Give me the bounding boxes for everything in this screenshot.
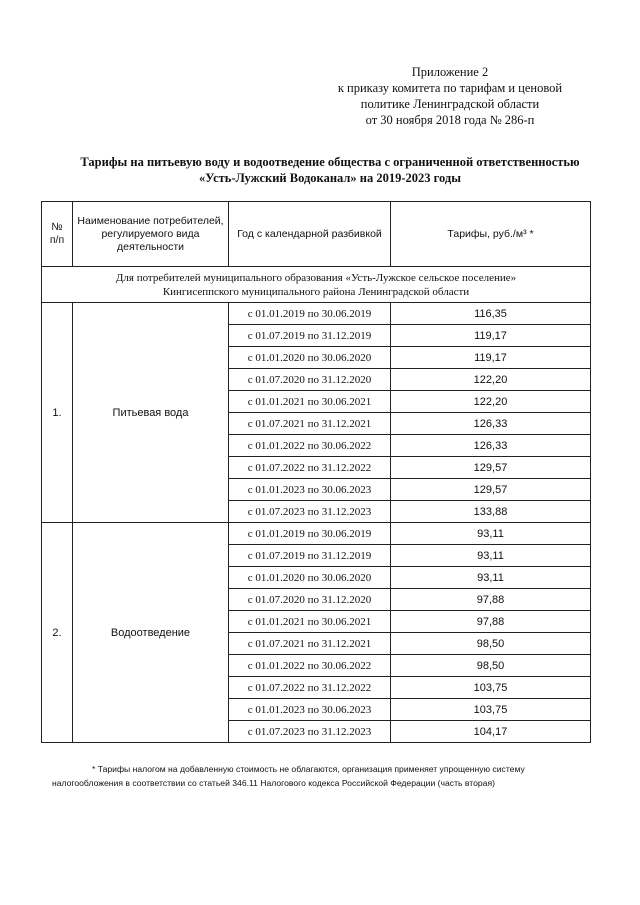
period-cell: с 01.01.2019 по 30.06.2019 — [229, 523, 391, 545]
tariff-value: 116,35 — [391, 303, 591, 325]
header-name: Наименование потребителей, регулируемого вида деятельности — [73, 202, 229, 267]
period-cell: с 01.07.2021 по 31.12.2021 — [229, 633, 391, 655]
period-cell: с 01.07.2021 по 31.12.2021 — [229, 413, 391, 435]
period-cell: с 01.07.2020 по 31.12.2020 — [229, 589, 391, 611]
period-cell: с 01.07.2022 по 31.12.2022 — [229, 457, 391, 479]
period-cell: с 01.07.2023 по 31.12.2023 — [229, 501, 391, 523]
group-line2: Кингисеппского муниципального района Ленинградской области — [162, 285, 470, 298]
period-cell: с 01.07.2020 по 31.12.2020 — [229, 369, 391, 391]
service-name: Водоотведение — [73, 523, 229, 743]
appendix-line: к приказу комитета по тарифам и ценовой — [337, 81, 563, 95]
tariff-value: 97,88 — [391, 589, 591, 611]
tariff-value: 98,50 — [391, 655, 591, 677]
row-number: 2. — [42, 523, 73, 743]
header-number-line2: п/п — [49, 234, 65, 246]
period-cell: с 01.07.2019 по 31.12.2019 — [229, 545, 391, 567]
period-cell: с 01.01.2021 по 30.06.2021 — [229, 611, 391, 633]
tariff-table — [41, 201, 591, 743]
tariff-value: 97,88 — [391, 611, 591, 633]
group-line1: Для потребителей муниципального образования «Усть-Лужское сельское поселение» — [115, 271, 517, 284]
footnote — [52, 762, 604, 790]
tariff-value: 129,57 — [391, 457, 591, 479]
tariff-value: 126,33 — [391, 435, 591, 457]
period-cell: с 01.07.2023 по 31.12.2023 — [229, 721, 391, 743]
appendix-line: от 30 ноября 2018 года № 286-п — [365, 113, 535, 127]
period-cell: с 01.01.2021 по 30.06.2021 — [229, 391, 391, 413]
tariff-value: 122,20 — [391, 391, 591, 413]
tariff-value: 93,11 — [391, 567, 591, 589]
header-period: Год с календарной разбивкой — [229, 202, 391, 267]
header-number — [42, 202, 73, 267]
footnote-line1: * Тарифы налогом на добавленную стоимость не облагаются, организация применяет упрощенную систему — [92, 764, 525, 774]
row-number: 1. — [42, 303, 73, 523]
title-line: Тарифы на питьевую воду и водоотведение общества с ограниченной ответственностью — [80, 155, 580, 169]
service-name: Питьевая вода — [73, 303, 229, 523]
tariff-value: 103,75 — [391, 677, 591, 699]
tariff-value: 98,50 — [391, 633, 591, 655]
appendix-line: Приложение 2 — [411, 65, 489, 79]
period-cell: с 01.01.2020 по 30.06.2020 — [229, 347, 391, 369]
tariff-value: 93,11 — [391, 523, 591, 545]
footnote-line2: налогообложения в соответствии со статьей 346.11 Налогового кодекса Российской Федерации (часть вторая) — [52, 778, 495, 788]
tariff-value: 126,33 — [391, 413, 591, 435]
appendix-line: политике Ленинградской области — [360, 97, 540, 111]
tariff-value: 104,17 — [391, 721, 591, 743]
period-cell: с 01.01.2023 по 30.06.2023 — [229, 479, 391, 501]
period-cell: с 01.01.2019 по 30.06.2019 — [229, 303, 391, 325]
tariff-value: 122,20 — [391, 369, 591, 391]
title-line: «Усть-Лужский Водоканал» на 2019-2023 годы — [199, 171, 461, 185]
tariff-value: 119,17 — [391, 347, 591, 369]
header-number-line1: № — [51, 221, 63, 233]
table-row — [42, 303, 591, 325]
period-cell: с 01.07.2022 по 31.12.2022 — [229, 677, 391, 699]
tariff-value: 129,57 — [391, 479, 591, 501]
period-cell: с 01.01.2023 по 30.06.2023 — [229, 699, 391, 721]
tariff-value: 93,11 — [391, 545, 591, 567]
period-cell: с 01.01.2020 по 30.06.2020 — [229, 567, 391, 589]
document-title — [40, 154, 620, 186]
table-header-row — [42, 202, 591, 267]
group-cell — [42, 267, 591, 303]
table-row — [42, 523, 591, 545]
tariff-value: 103,75 — [391, 699, 591, 721]
tariff-value: 133,88 — [391, 501, 591, 523]
period-cell: с 01.07.2019 по 31.12.2019 — [229, 325, 391, 347]
group-row — [42, 267, 591, 303]
appendix-header — [300, 64, 600, 128]
tariff-value: 119,17 — [391, 325, 591, 347]
period-cell: с 01.01.2022 по 30.06.2022 — [229, 435, 391, 457]
period-cell: с 01.01.2022 по 30.06.2022 — [229, 655, 391, 677]
header-tariff: Тарифы, руб./м³ * — [391, 202, 591, 267]
